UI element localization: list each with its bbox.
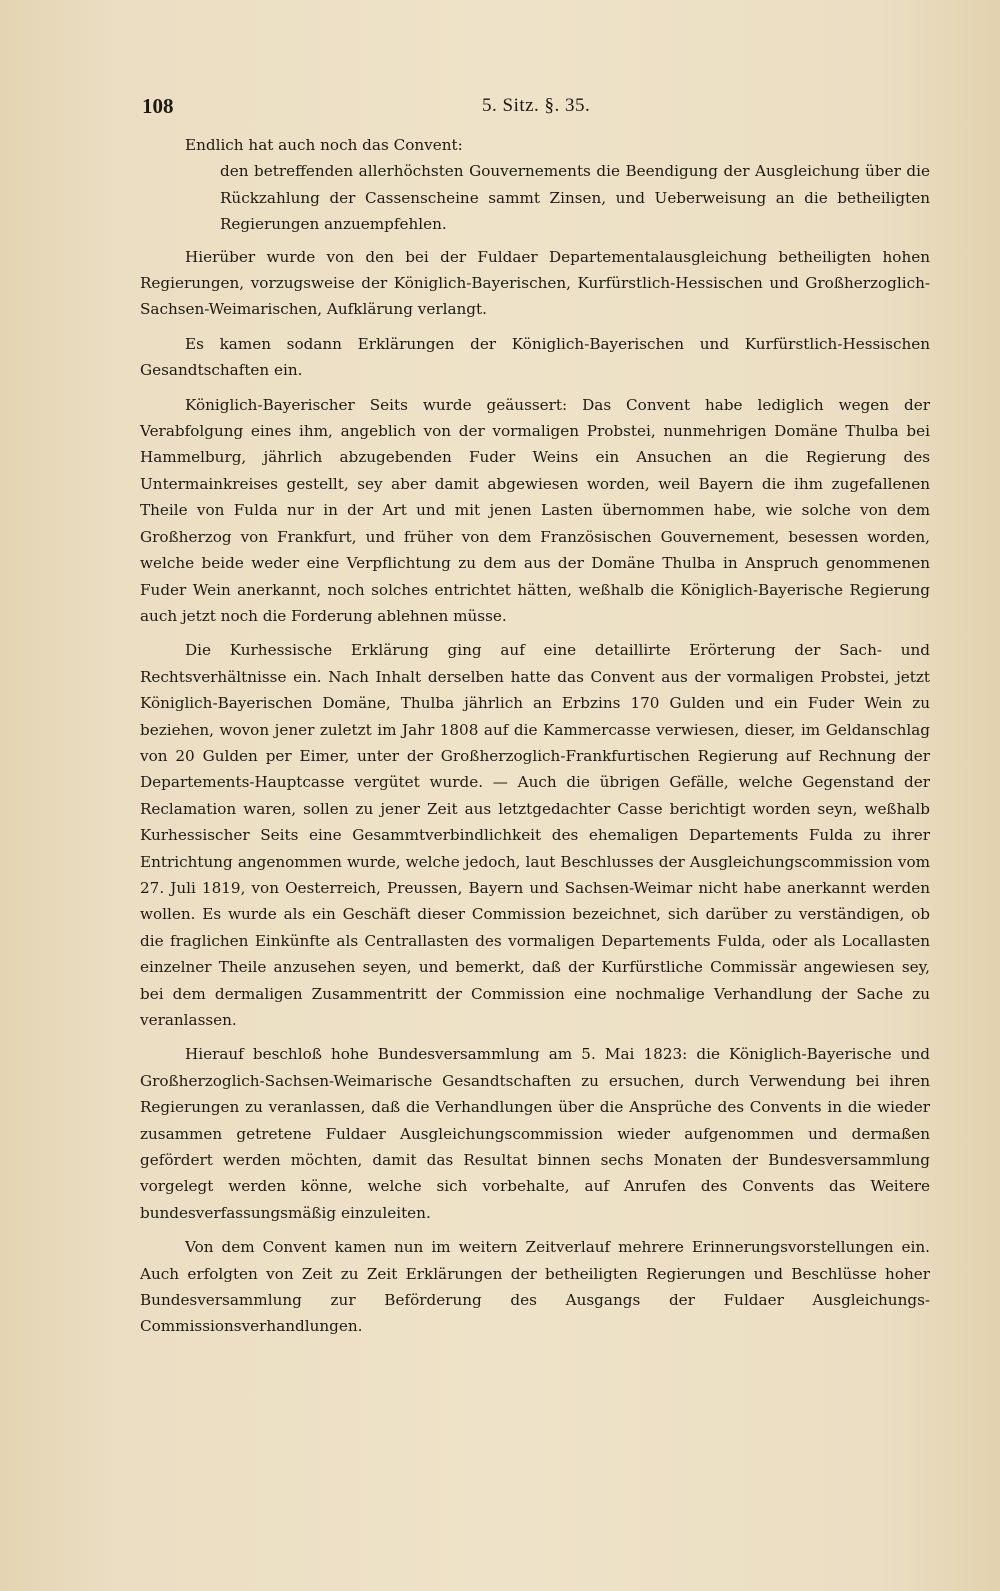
paragraph: Königlich-Bayerischer Seits wurde geäussert: Das Convent habe lediglich wegen der Verabfolgung eines ihm, angeblich von der vormaligen Probstei, nunmehrigen Domäne Thulba bei Hammelburg, jährlich abzugebenden Fuder Weins ein Ansuchen an die Regierung des Untermainkreises gestellt, sey aber damit abgewiesen worden, weil Bayern die ihm zugefallenen Theile von Fulda nur in der Art und mit jenen Lasten übernommen habe, wie solche von dem Großherzog von Frankfurt, und früher von dem Französischen Gouvernement, besessen worden, welche beide weder eine Verpflichtung zu dem aus der Domäne Thulba in Anspruch genommenen Fuder Wein anerkannt, noch solches entrichtet hätten, weßhalb die Königlich-Bayerische Regierung auch jetzt noch die Forderung ablehnen müsse.: [140, 395, 930, 625]
running-head: 5. Sitz. §. 35.: [482, 95, 591, 116]
page-number: 108: [142, 94, 174, 118]
paragraph: Endlich hat auch noch das Convent:: [185, 136, 463, 154]
paragraph: Hierüber wurde von den bei der Fuldaer Departementalausgleichung betheiligten hohen Regierungen, vorzugsweise der Königlich-Bayerischen, Kurfürstlich-Hessischen und Großherzoglich-Sachsen-Weimarischen, Aufklärung verlangt.: [140, 247, 930, 319]
paragraph: Es kamen sodann Erklärungen der Königlich-Bayerischen und Kurfürstlich-Hessischen Gesandtschaften ein.: [140, 334, 930, 380]
paragraph: den betreffenden allerhöchsten Gouvernements die Beendigung der Ausgleichung über die Rückzahlung der Cassenscheine sammt Zinsen, und Ueberweisung an die betheiligten Regierungen anzuempfehlen.: [220, 162, 930, 234]
paragraph: Hierauf beschloß hohe Bundesversammlung am 5. Mai 1823: die Königlich-Bayerische und Großherzoglich-Sachsen-Weimarische Gesandtschaften zu ersuchen, durch Verwendung bei ihren Regierungen zu veranlassen, daß die Verhandlungen über die Ansprüche des Convents in die wieder zusammen getretene Fuldaer Ausgleichungscommission wieder aufgenommen und dermaßen gefördert werden möchten, damit das Resultat binnen sechs Monaten der Bundesversammlung vorgelegt werden könne, welche sich vorbehalte, auf Anrufen des Convents das Weitere bundesverfassungsmäßig einzuleiten.: [140, 1045, 930, 1222]
paragraph: Die Kurhessische Erklärung ging auf eine detaillirte Erörterung der Sach- und Rechtsverhältnisse ein. Nach Inhalt derselben hatte das Convent aus der vormaligen Probstei, jetzt Königlich-Bayerischen Domäne, Thulba jährlich an Erbzins 170 Gulden und ein Fuder Wein zu beziehen, wovon jener zuletzt im Jahr 1808 auf die Kammercasse verwiesen, dieser, im Geldanschlag von 20 Gulden per Eimer, unter der Großherzoglich-Frankfurtischen Regierung auf Rechnung der Departements-Hauptcasse vergütet wurde. — Auch die übrigen Gefälle, welche Gegenstand der Reclamation waren, sollen zu jener Zeit aus letztgedachter Casse berichtigt worden seyn, weßhalb Kurhessischer Seits eine Gesammtverbindlichkeit des ehemaligen Departements Fulda zu ihrer Entrichtung angenommen wurde, welche jedoch, laut Beschlusses der Ausgleichungscommission vom 27. Juli 1819, von Oesterreich, Preussen, Bayern und Sachsen-Weimar nicht habe anerkannt werden wollen. Es wurde als ein Geschäft dieser Commission bezeichnet, sich darüber zu verständigen, ob die fraglichen Einkünfte als Centrallasten des vormaligen Departements Fulda, oder als Locallasten einzelner Theile anzusehen seyen, und bemerkt, daß der Kurfürstliche Commissär angewiesen sey, bei dem dermaligen Zusammentritt der Commission eine nochmalige Verhandlung der Sache zu veranlassen.: [140, 641, 930, 1029]
paragraph: Von dem Convent kamen nun im weitern Zeitverlauf mehrere Erinnerungsvorstellungen ein. Auch erfolgten von Zeit zu Zeit Erklärungen der betheiligten Regierungen und Beschlüsse hoher Bundesversammlung zur Beförderung des Ausgangs der Fuldaer Ausgleichungs-Commissionsverhandlungen.: [140, 1238, 930, 1336]
body-text: [140, 132, 930, 1348]
page-header: [142, 94, 932, 124]
